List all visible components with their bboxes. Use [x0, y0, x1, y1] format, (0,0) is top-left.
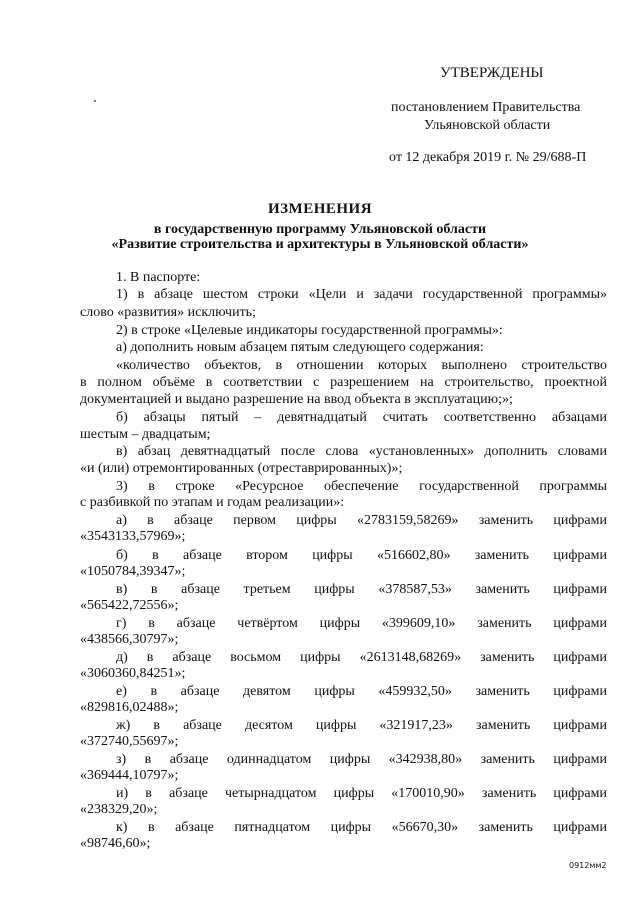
doc-subtitle-2: «Развитие строительства и архитектуры в Ульяновской области» [111, 237, 529, 252]
section-1-heading: 1. В паспорте: [116, 270, 201, 285]
item-3zh-line-1: ж) в абзаце десятом цифры «321917,23» заменить цифрами [116, 718, 607, 733]
item-2v-line-1: в) абзац девятнадцатый после слова «установленных» дополнить словами [116, 444, 607, 459]
approved-heading: УТВЕРЖДЕНЫ [440, 65, 544, 81]
new-paragraph-line-2: в полном объёме в соответствии с разрешением на строительство, проектной [80, 375, 607, 390]
item-3i-line-2: «238329,20»; [80, 802, 158, 817]
item-3k-line-2: «98746,60»; [80, 836, 151, 851]
item-3z-line-1: з) в абзаце одиннадцатом цифры «342938,80» заменить цифрами [116, 752, 607, 767]
item-3-line-1: 3) в строке «Ресурсное обеспечение государственной программы [116, 479, 607, 494]
new-paragraph-line-3: документацией и выдано разрешение на ввод объекта в эксплуатацию;»; [80, 392, 513, 407]
new-paragraph-line-1: «количество объектов, в отношении которых выполнено строительство [116, 358, 607, 373]
item-3d-line-2: «3060360,84251»; [80, 666, 186, 681]
decree-date-number: от 12 декабря 2019 г. № 29/688-П [389, 150, 587, 165]
document-code: 0912мм2 [569, 861, 607, 870]
item-3g-line-1: г) в абзаце четвёртом цифры «399609,10» заменить цифрами [116, 616, 607, 631]
item-3a-line-2: «3543133,57969»; [80, 529, 186, 544]
item-3-line-2: с разбивкой по этапам и годам реализации»: [80, 495, 345, 510]
approved-by-line-1: постановлением Правительства [391, 100, 581, 115]
item-3zh-line-2: «372740,55697»; [80, 734, 179, 749]
item-3a-line-1: а) в абзаце первом цифры «2783159,58269» заменить цифрами [116, 513, 607, 528]
item-3v-line-1: в) в абзаце третьем цифры «378587,53» заменить цифрами [116, 582, 607, 597]
doc-subtitle-1: в государственную программу Ульяновской области [153, 222, 487, 237]
item-3e-line-2: «829816,02488»; [80, 700, 179, 715]
item-2b-line-1: б) абзацы пятый – девятнадцатый считать соответственно абзацами [116, 410, 607, 425]
doc-title: ИЗМЕНЕНИЯ [267, 201, 373, 217]
item-1-line-1: 1) в абзаце шестом строки «Цели и задачи государственной программы» [116, 287, 607, 302]
item-3b-line-1: б) в абзаце втором цифры «516602,80» заменить цифрами [116, 548, 607, 563]
item-2v-line-2: «и (или) отремонтированных (отреставрированных)»; [80, 461, 403, 476]
approved-by-line-2: Ульяновской области [424, 118, 551, 133]
item-3i-line-1: и) в абзаце четырнадцатом цифры «170010,90» заменить цифрами [116, 786, 607, 801]
item-3g-line-2: «438566,30797»; [80, 632, 179, 647]
item-2b-line-2: шестым – двадцатым; [80, 427, 211, 442]
item-2a: а) дополнить новым абзацем пятым следующего содержания: [116, 340, 484, 355]
item-3e-line-1: е) в абзаце девятом цифры «459932,50» заменить цифрами [116, 684, 607, 699]
item-3k-line-1: к) в абзаце пятнадцатом цифры «56670,30» заменить цифрами [116, 820, 607, 835]
scan-speck [94, 100, 96, 102]
item-3v-line-2: «565422,72556»; [80, 598, 179, 613]
item-2-heading: 2) в строке «Целевые индикаторы государственной программы»: [116, 323, 503, 338]
item-3d-line-1: д) в абзаце восьмом цифры «2613148,68269» заменить цифрами [116, 650, 607, 665]
item-3b-line-2: «1050784,39347»; [80, 564, 186, 579]
item-1-line-2: слово «развития» исключить; [80, 305, 256, 320]
item-3z-line-2: «369444,10797»; [80, 768, 179, 783]
